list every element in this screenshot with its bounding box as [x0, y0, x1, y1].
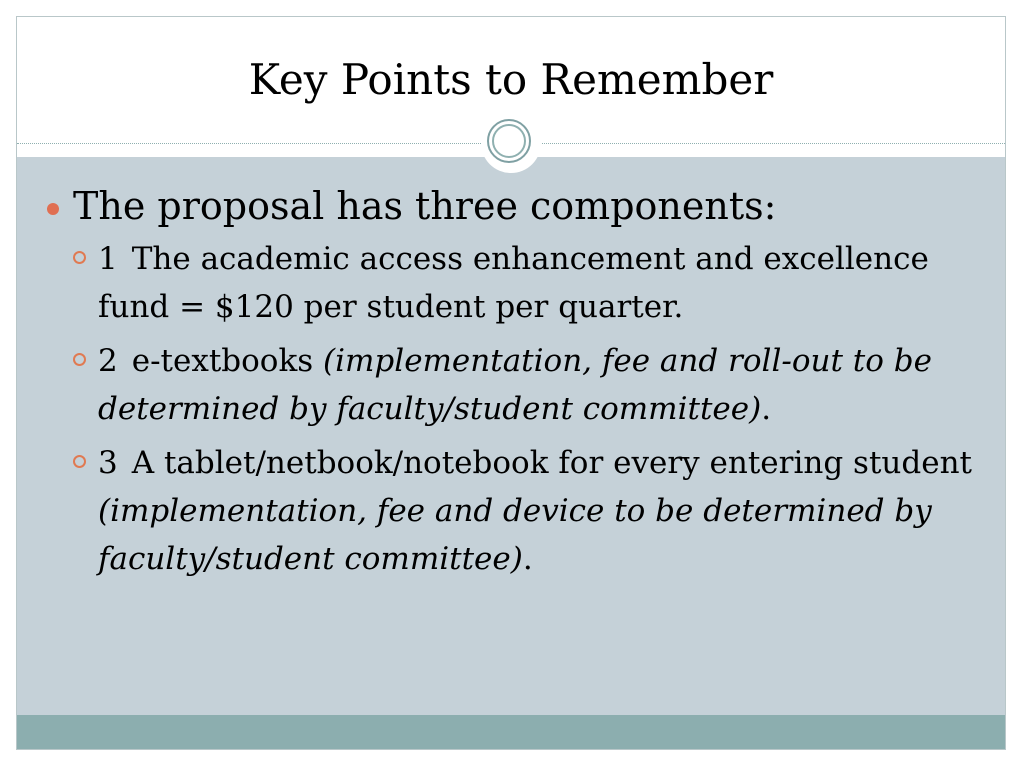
bullet-main-text: The proposal has three components:	[73, 184, 777, 228]
ring-bullet-icon	[73, 251, 86, 264]
sub-item-3	[47, 439, 987, 583]
bullet-main	[47, 183, 987, 229]
item-italic-note: (implementation, fee and roll-out to be determined by faculty/student committee)	[98, 343, 932, 427]
sub-item-1	[47, 235, 987, 331]
ring-bullet-icon	[73, 353, 86, 366]
item-text: A tablet/netbook/notebook for every entering student	[131, 445, 972, 481]
item-number: 2	[98, 343, 118, 379]
sub-item-2	[47, 337, 987, 433]
item-end: .	[522, 541, 533, 577]
item-end: .	[761, 391, 772, 427]
item-number: 1	[98, 241, 118, 277]
item-italic-note: (implementation, fee and device to be determined by faculty/student committee)	[98, 493, 932, 577]
item-text: e-textbooks	[131, 343, 324, 379]
footer-bar	[17, 715, 1005, 749]
slide	[16, 16, 1006, 750]
slide-title: Key Points to Remember	[248, 55, 774, 104]
bullet-list	[47, 183, 987, 583]
bullet-dot-icon	[47, 203, 59, 215]
ring-bullet-icon	[73, 455, 86, 468]
item-number: 3	[98, 445, 118, 481]
item-text: The academic access enhancement and excellence fund = $120 per student per quarter.	[98, 241, 929, 325]
circle-ornament-icon	[483, 115, 539, 171]
